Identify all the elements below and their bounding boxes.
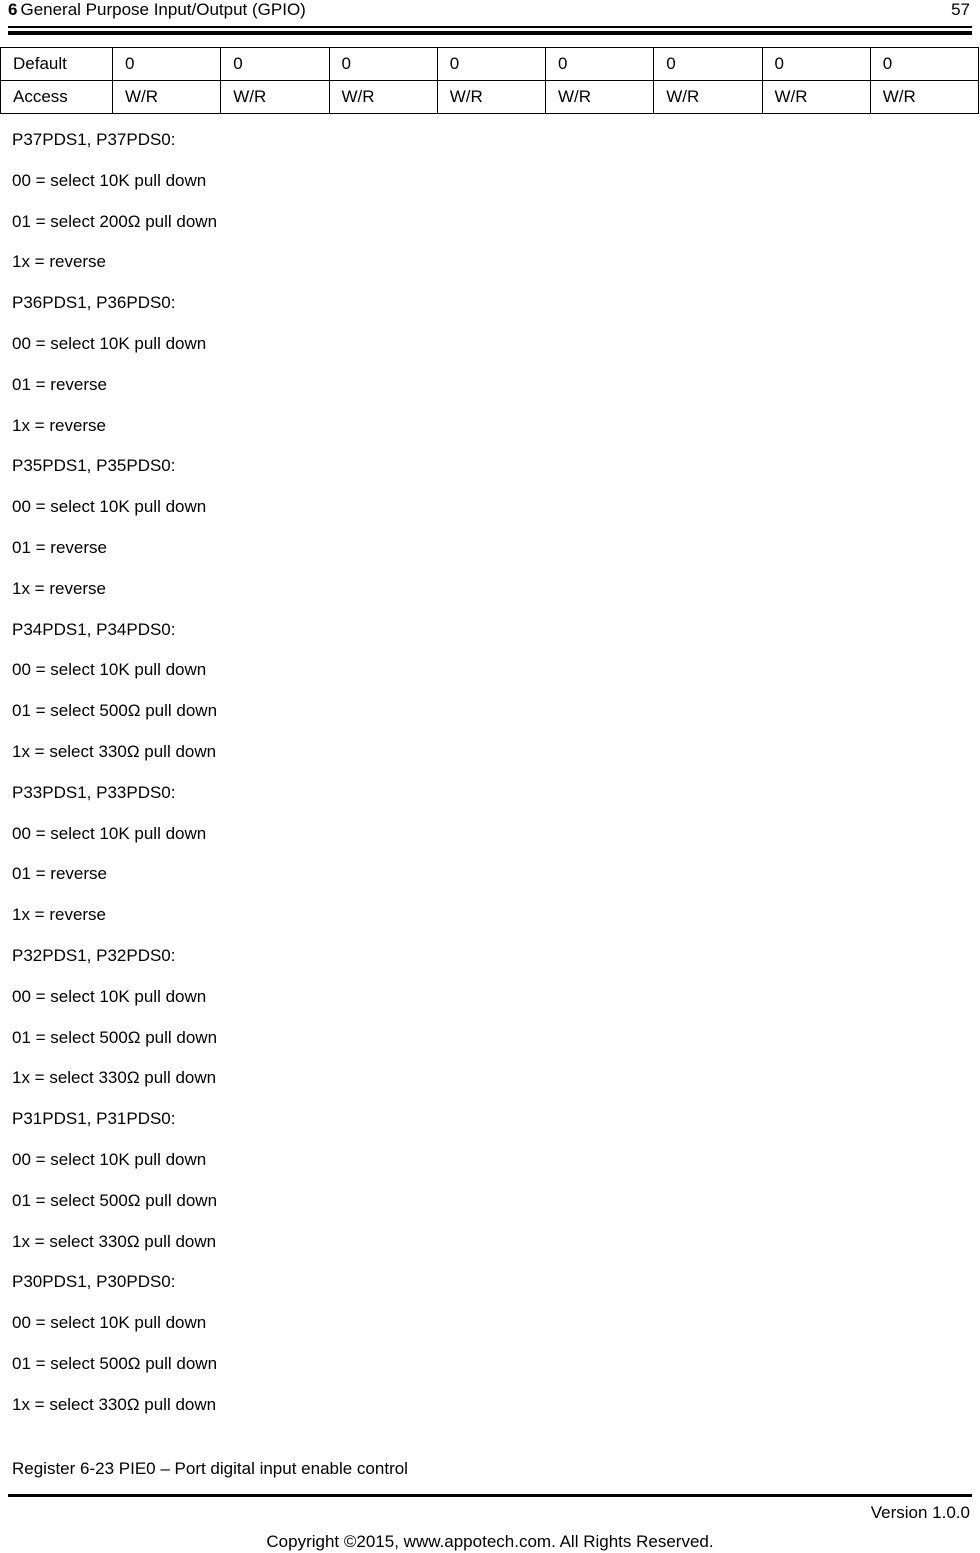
bit-field-heading: P37PDS1, P37PDS0: [12, 130, 176, 149]
row-label: Default [1, 48, 113, 81]
next-register-caption: Register 6-23 PIE0 – Port digital input enable control [12, 1459, 408, 1478]
bit-field-option: 1x = select 330Ω pull down [12, 1068, 217, 1088]
bit-field-heading: P35PDS1, P35PDS0: [12, 456, 176, 476]
table-cell: 0 [546, 48, 654, 81]
bit-field-option: 00 = select 10K pull down [12, 1149, 207, 1169]
copyright-notice: Copyright ©2015, www.appotech.com. All Rights Reserved. [266, 1532, 714, 1551]
bit-field-option: 01 = select 500Ω pull down [12, 701, 218, 721]
header-rule-thin [8, 26, 972, 28]
page-header [8, 0, 972, 22]
bit-field-option: 1x = reverse [12, 905, 107, 925]
bit-description-list [12, 120, 217, 1426]
bit-field-option: 01 = reverse [12, 537, 107, 557]
bit-field-option: 01 = select 500Ω pull down [12, 1190, 218, 1210]
table-cell: 0 [437, 48, 545, 81]
bit-field-option: 00 = select 10K pull down [12, 170, 207, 190]
bit-field-option: 00 = select 10K pull down [12, 986, 207, 1006]
register-table-body [1, 48, 979, 114]
row-label: Access [1, 81, 113, 114]
bit-field-option: 1x = select 330Ω pull down [12, 1394, 217, 1414]
bit-field-option: 01 = select 500Ω pull down [12, 1027, 218, 1047]
bit-field-option: 1x = reverse [12, 252, 107, 272]
bit-field-option: 1x = select 330Ω pull down [12, 741, 217, 761]
table-cell: W/R [654, 81, 762, 114]
table-cell: 0 [221, 48, 329, 81]
footer-rule [8, 1494, 972, 1497]
page-number: 57 [951, 0, 970, 19]
bit-field-option: 01 = reverse [12, 864, 107, 884]
table-cell: 0 [329, 48, 437, 81]
bit-field-option: 00 = select 10K pull down [12, 823, 207, 843]
table-cell: 0 [762, 48, 870, 81]
bit-field-option: 00 = select 10K pull down [12, 660, 207, 680]
bit-field-option: 00 = select 10K pull down [12, 1313, 207, 1333]
table-cell: 0 [654, 48, 762, 81]
chapter-title: General Purpose Input/Output (GPIO) [20, 0, 306, 19]
chapter-number: 6 [8, 0, 18, 19]
table-cell: W/R [762, 81, 870, 114]
table-cell: W/R [437, 81, 545, 114]
bit-field-heading: P36PDS1, P36PDS0: [12, 293, 176, 313]
table-cell: W/R [113, 81, 221, 114]
bit-field-heading: P34PDS1, P34PDS0: [12, 619, 176, 639]
bit-field-heading: P31PDS1, P31PDS0: [12, 1109, 176, 1129]
table-cell: W/R [546, 81, 654, 114]
bit-field-heading: P33PDS1, P33PDS0: [12, 782, 176, 802]
bit-field-option: 01 = reverse [12, 374, 107, 394]
bit-field-option: 01 = select 200Ω pull down [12, 211, 218, 231]
table-cell: 0 [113, 48, 221, 81]
table-cell: W/R [221, 81, 329, 114]
table-cell: W/R [870, 81, 978, 114]
bit-field-option: 00 = select 10K pull down [12, 333, 207, 353]
table-cell: 0 [870, 48, 978, 81]
table-cell: W/R [329, 81, 437, 114]
register-table [0, 47, 979, 114]
bit-field-heading: P30PDS1, P30PDS0: [12, 1272, 176, 1292]
header-rule-thick [8, 31, 972, 35]
bit-field-option: 1x = reverse [12, 415, 107, 435]
bit-field-option: 1x = select 330Ω pull down [12, 1231, 217, 1251]
table-row [1, 81, 979, 114]
bit-field-option: 01 = select 500Ω pull down [12, 1353, 218, 1373]
bit-field-option: 00 = select 10K pull down [12, 497, 207, 517]
bit-field-option: 1x = reverse [12, 578, 107, 598]
version-label: Version 1.0.0 [870, 1503, 970, 1522]
bit-field-heading: P32PDS1, P32PDS0: [12, 945, 176, 965]
table-row [1, 48, 979, 81]
